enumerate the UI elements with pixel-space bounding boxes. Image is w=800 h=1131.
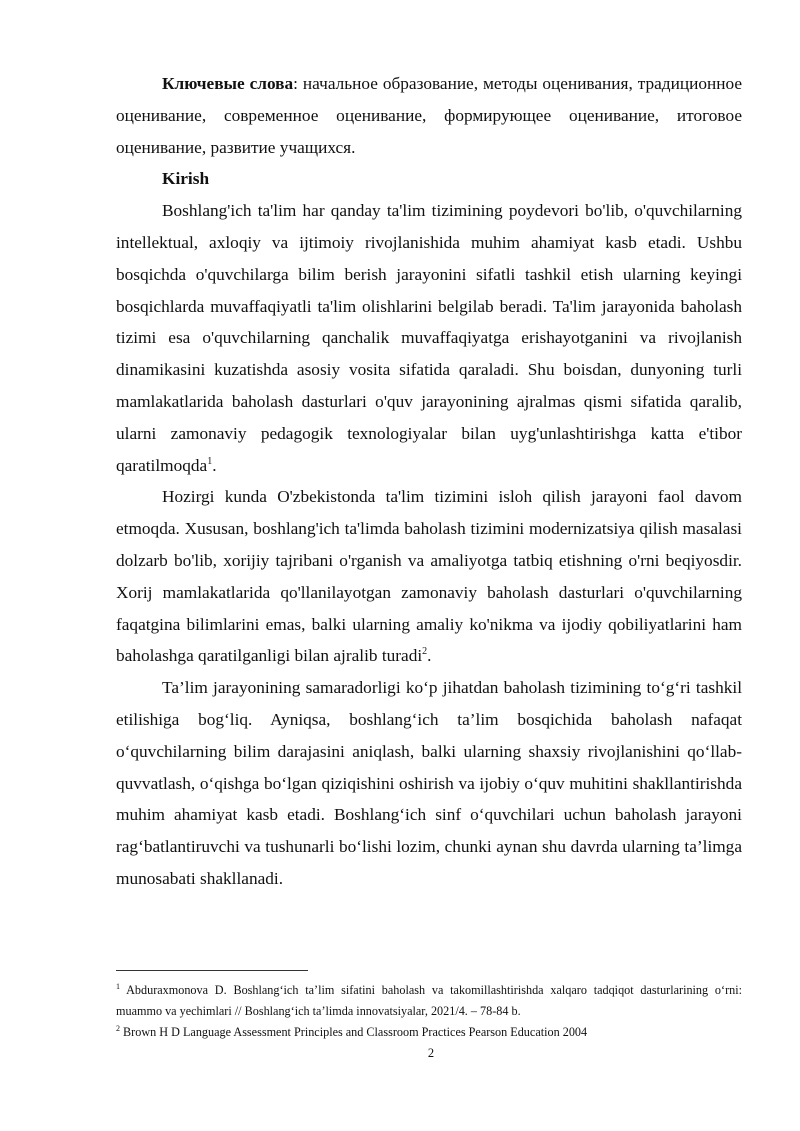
paragraph-text: Ta’lim jarayonining samaradorligi ko‘p jihatdan baholash tizimining to‘g‘ri tashkil etilishiga bog‘liq. Ayniqsa, boshlang‘ich ta’lim bosqichida baholash nafaqat o‘quvchilarning bilim darajasini aniqlash, balki ularning shaxsiy rivojlanishini qo‘llab-quvvatlash, o‘qishga bo‘lgan qiziqishini oshirish va ijobiy o‘quv muhitini shakllantirishda muhim ahamiyat kasb etadi. Boshlang‘ich sinf o‘quvchilari uchun baholash jarayoni rag‘batlantiruvchi va tushunarli bo‘lishi lozim, chunki aynan shu davrda ularning ta’limga munosabati shakllanadi. <box>116 678 742 888</box>
keywords-colon: : <box>293 74 298 93</box>
footnote-1 <box>116 980 742 1022</box>
document-body <box>116 68 742 895</box>
keywords-text: начальное образование, методы оценивания, традиционное оценивание, современное оценивание, формирующее оценивание, итоговое оценивание, развитие учащихся. <box>116 74 743 157</box>
footnote-ref-1[interactable]: 1 <box>207 455 213 467</box>
keywords-label: Ключевые слова <box>162 74 294 93</box>
body-paragraph-1 <box>116 195 742 481</box>
section-heading: Kirish <box>162 169 210 189</box>
footnote-text: Abduraxmonova D. Boshlang‘ich ta’lim sifatini baholash va takomillashtirishda xalqaro tadqiqot dasturlarining o‘rni: muammo va yechimlari // Boshlang‘ich ta’limda innovatsiyalar, 2021/4. – 78-84 b. <box>116 983 742 1018</box>
paragraph-tail: . <box>427 646 432 666</box>
body-paragraph-3 <box>116 672 742 895</box>
footnote-number: 2 <box>116 1023 120 1033</box>
footnote-number: 1 <box>116 981 120 991</box>
footnotes-section <box>116 970 742 1043</box>
footnote-ref-2[interactable]: 2 <box>422 646 428 658</box>
paragraph-text: Hozirgi kunda O'zbekistonda ta'lim tizimini isloh qilish jarayoni faol davom etmoqda. Xususan, boshlang'ich ta'limda baholash tizimini modernizatsiya qilish masalasi dolzarb bo'lib, xorijiy tajribani o'rganish va amaliyotga tatbiq etishning o'rni beqiyosdir. Xorij mamlakatlarida qo'llanilayotgan zamonaviy baholash dasturlari o'quvchilarning faqatgina bilimlarini emas, balki ularning amaliy ko'nikma va ijodiy qobiliyatlarini ham baholashga qaratilganligi bilan ajralib turadi <box>116 487 742 666</box>
paragraph-text: Boshlang'ich ta'lim har qanday ta'lim tizimining poydevori bo'lib, o'quvchilarning intellektual, axloqiy va ijtimoiy rivojlanishida muhim ahamiyat kasb etadi. Ushbu bosqichda o'quvchilarga bilim berish jarayonini sifatli tashkil etish ularning keyingi bosqichlarda muvaffaqiyatli ta'lim olishlarini belgilab beradi. Ta'lim jarayonida baholash tizimi esa o'quvchilarning qanchalik muvaffaqiyatga erishayotganini va rivojlanish dinamikasini kuzatishda asosiy vosita sifatida qaraladi. Shu boisdan, dunyoning turli mamlakatlarida baholash dasturlari o'quv jarayonining ajralmas qismi sifatida qaralib, ularni zamonaviy pedagogik texnologiyalar bilan uyg'unlashtirishga katta e'tibor qaratilmoqda <box>116 201 742 475</box>
keywords-paragraph <box>116 68 742 163</box>
footnote-divider <box>116 970 308 971</box>
body-paragraph-2 <box>116 481 742 672</box>
footnote-2 <box>116 1022 742 1043</box>
page-number: 2 <box>427 1046 435 1060</box>
footnote-text: Brown H D Language Assessment Principles and Classroom Practices Pearson Education 2004 <box>120 1025 588 1039</box>
paragraph-tail: . <box>212 455 217 475</box>
